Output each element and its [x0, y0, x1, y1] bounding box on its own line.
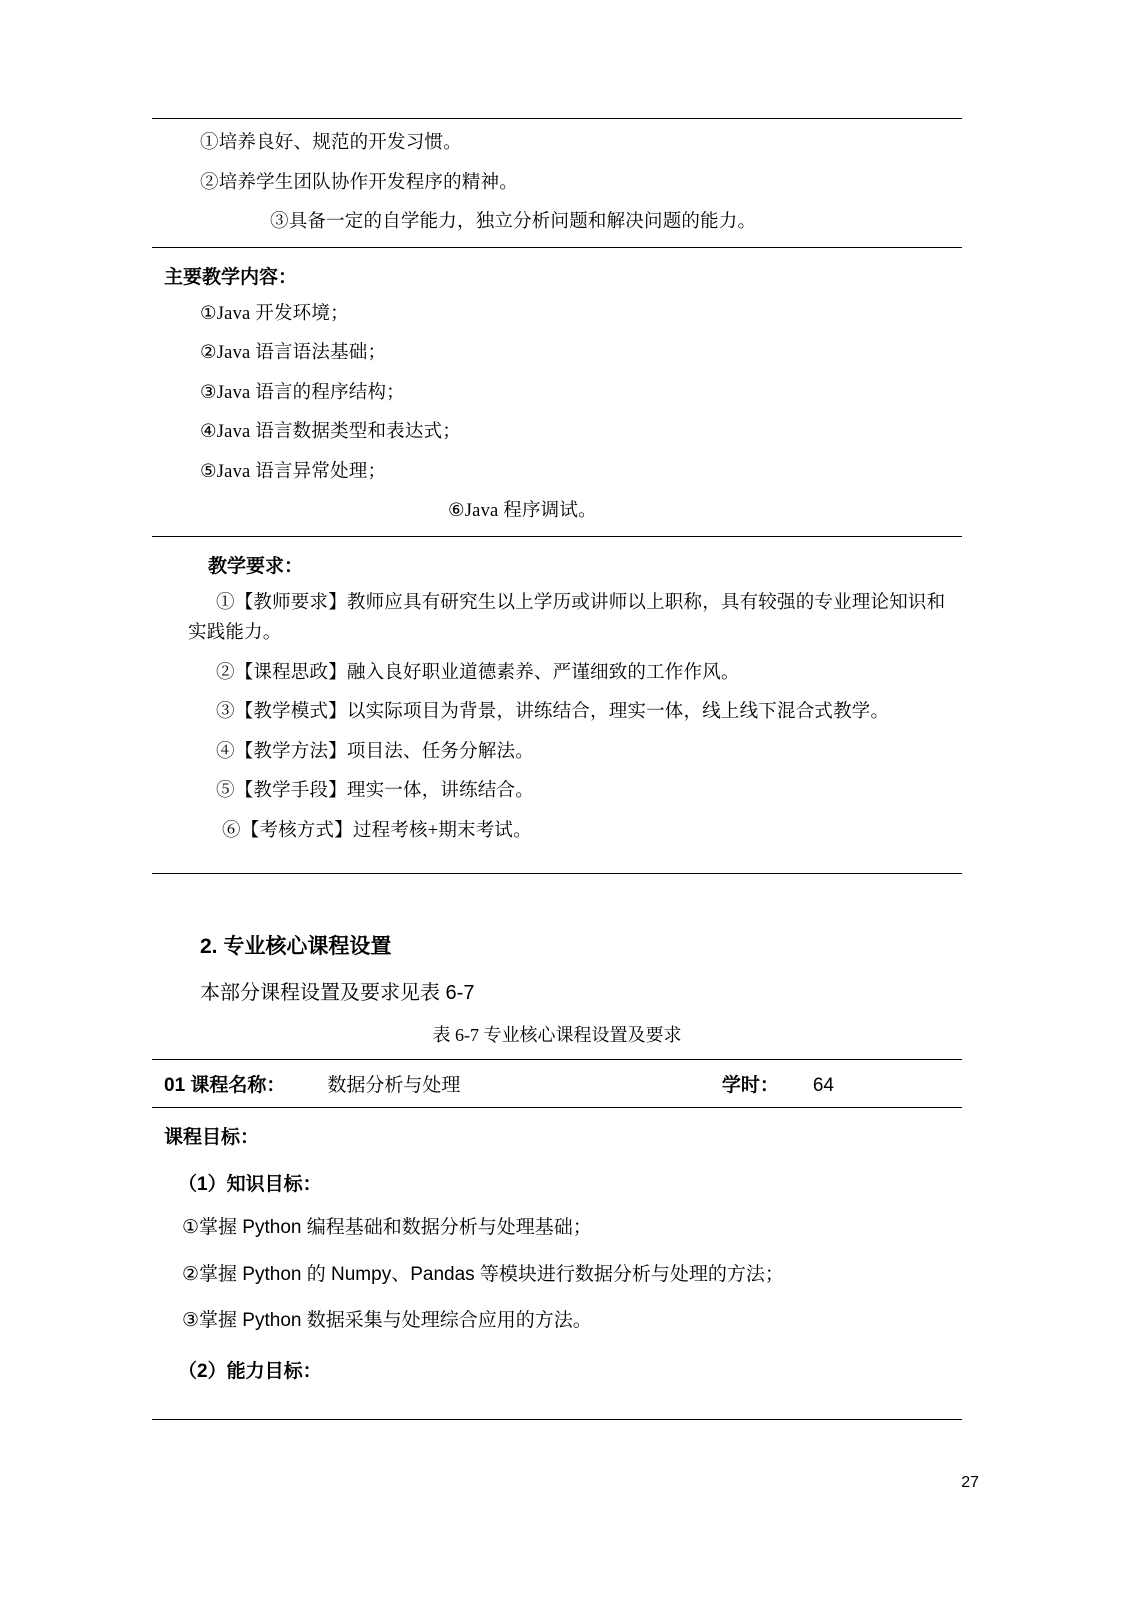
- teaching-requirements-item-6: ⑥【考核方式】过程考核+期末考试。: [222, 820, 532, 841]
- main-content-item-4: ④Java 语言数据类型和表达式；: [200, 422, 461, 443]
- section-subtitle: 本部分课程设置及要求见表 6-7: [200, 982, 475, 1005]
- divider-after-top-block: [152, 247, 962, 248]
- main-content-item-2: ②Java 语言语法基础；: [200, 343, 387, 364]
- teaching-requirements-item-1: ①【教师要求】教师应具有研究生以上学历或讲师以上职称，具有较强的专业理论知识和实践能力。: [188, 592, 946, 644]
- course-header-row: [152, 1060, 962, 1107]
- top-block-item-1: ①培养良好、规范的开发习惯。: [200, 133, 462, 153]
- teaching-requirements-heading: 教学要求：: [208, 555, 304, 577]
- teaching-requirements-item-3: ③【教学模式】以实际项目为背景，讲练结合，理实一体，线上线下混合式教学。: [216, 702, 890, 723]
- divider-top: [152, 118, 962, 119]
- divider-course-header: [152, 1107, 962, 1108]
- ability-goal-heading: （2）能力目标：: [178, 1360, 322, 1382]
- page-content: [152, 118, 962, 1420]
- course-objective-heading: 课程目标：: [164, 1127, 260, 1149]
- top-block-item-2: ②培养学生团队协作开发程序的精神。: [200, 172, 518, 193]
- top-block: [152, 128, 962, 238]
- knowledge-goal-heading: （1）知识目标：: [178, 1174, 322, 1196]
- main-content-item-6: ⑥Java 程序调试。: [448, 501, 597, 522]
- teaching-requirements-item-2: ②【课程思政】融入良好职业道德素养、严谨细致的工作作风。: [216, 662, 740, 683]
- teaching-requirements-section: [152, 551, 962, 847]
- page-number: 27: [961, 1474, 979, 1491]
- teaching-requirements-item-4: ④【教学方法】项目法、任务分解法。: [216, 741, 534, 762]
- main-content-item-1: ①Java 开发环境；: [200, 303, 349, 324]
- main-content-section: [152, 262, 962, 527]
- course-hours-value: 64: [812, 1075, 834, 1097]
- divider-after-main-content: [152, 536, 962, 537]
- knowledge-goal-item-3: ③掌握 Python 数据采集与处理综合应用的方法。: [182, 1310, 592, 1332]
- knowledge-goal-item-2: ②掌握 Python 的 Numpy、Pandas 等模块进行数据分析与处理的方法；: [182, 1263, 784, 1285]
- main-content-item-3: ③Java 语言的程序结构；: [200, 382, 405, 403]
- course-hours-label: 学时：: [721, 1075, 779, 1097]
- knowledge-goal-item-1: ①掌握 Python 编程基础和数据分析与处理基础；: [182, 1217, 592, 1239]
- main-content-item-5: ⑤Java 语言异常处理；: [200, 461, 387, 482]
- divider-bottom: [152, 1419, 962, 1420]
- core-course-section: [152, 930, 962, 1047]
- teaching-requirements-item-5: ⑤【教学手段】理实一体，讲练结合。: [216, 781, 534, 802]
- course-name-value: 数据分析与处理: [327, 1075, 461, 1097]
- course-number-label: 01 课程名称：: [164, 1075, 286, 1097]
- table-caption: 表 6-7 专业核心课程设置及要求: [432, 1025, 682, 1046]
- section-title: 2. 专业核心课程设置: [200, 935, 392, 959]
- main-content-heading: 主要教学内容：: [164, 266, 298, 288]
- course-objectives: [152, 1122, 962, 1383]
- top-block-item-3: ③具备一定的自学能力，独立分析问题和解决问题的能力。: [270, 212, 757, 233]
